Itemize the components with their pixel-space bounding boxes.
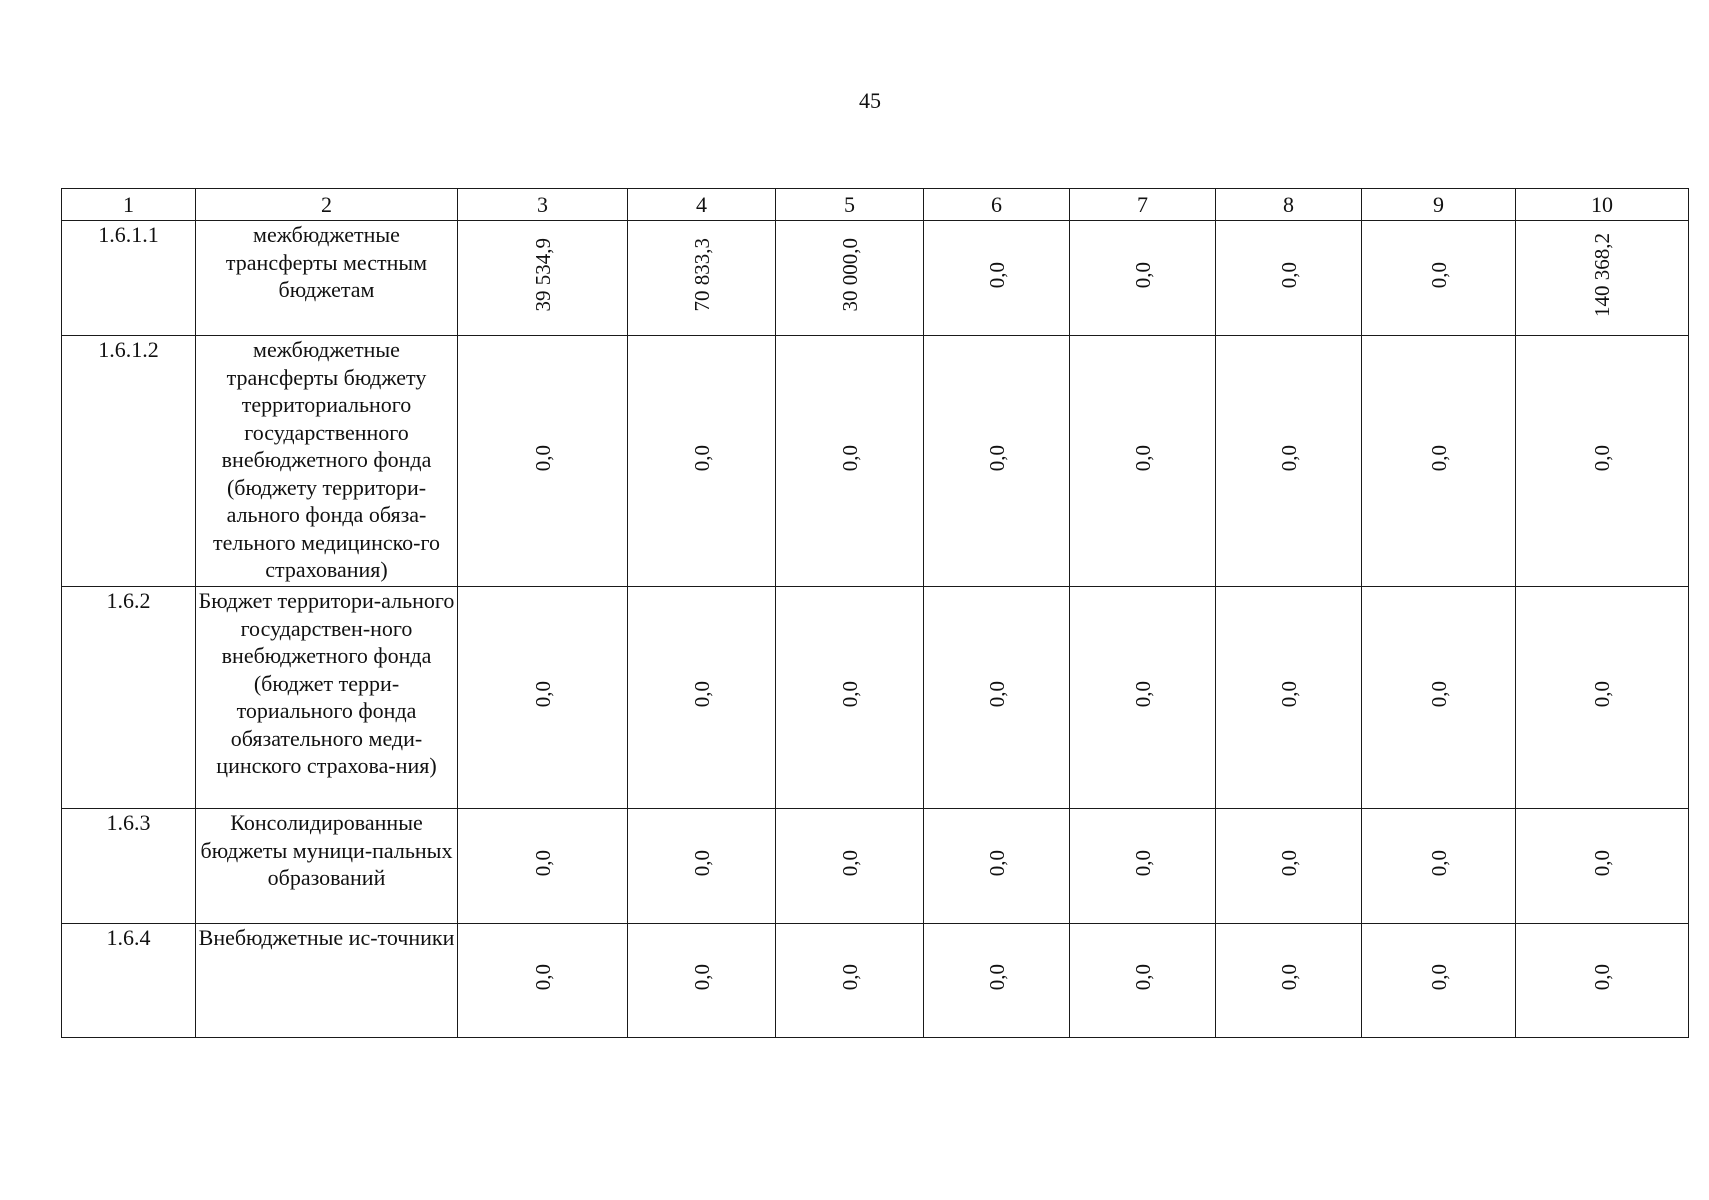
value-text: 0,0 [1276, 964, 1301, 991]
row-name: Внебюджетные ис-точники [196, 924, 458, 1038]
value-cell [458, 221, 628, 336]
row-code: 1.6.2 [62, 587, 196, 809]
value-cell [776, 221, 924, 336]
value-text: 0,0 [1130, 964, 1155, 991]
value-cell [1362, 221, 1516, 336]
value-text: 0,0 [689, 964, 714, 991]
value-text: 0,0 [1276, 681, 1301, 708]
row-code: 1.6.1.1 [62, 221, 196, 336]
value-text: 0,0 [689, 849, 714, 877]
value-text: 0,0 [1590, 964, 1614, 991]
value-text: 0,0 [837, 681, 862, 708]
value-cell [924, 924, 1070, 1038]
value-cell [458, 809, 628, 924]
value-cell [1216, 924, 1362, 1038]
value-text: 0,0 [837, 849, 862, 877]
value-text: 0,0 [530, 964, 555, 991]
value-cell [1516, 221, 1689, 336]
value-text: 0,0 [837, 964, 862, 991]
table-row [62, 924, 1689, 1038]
column-header: 3 [458, 189, 628, 221]
value-text: 0,0 [1130, 261, 1155, 289]
table-row [62, 221, 1689, 336]
column-header: 5 [776, 189, 924, 221]
value-text: 0,0 [1590, 849, 1614, 877]
value-text: 140 368,2 [1590, 233, 1614, 317]
value-text: 0,0 [1426, 681, 1451, 708]
row-name: межбюджетные трансферты местным бюджетам [196, 221, 458, 336]
row-code: 1.6.1.2 [62, 336, 196, 587]
column-header: 1 [62, 189, 196, 221]
value-text: 0,0 [1426, 964, 1451, 991]
value-cell [1362, 924, 1516, 1038]
column-header: 10 [1516, 189, 1689, 221]
table-row [62, 809, 1689, 924]
value-text: 0,0 [530, 444, 555, 472]
value-cell [1362, 336, 1516, 587]
table-row [62, 336, 1689, 587]
value-cell [1362, 809, 1516, 924]
value-cell [628, 336, 776, 587]
value-cell [924, 587, 1070, 809]
value-text: 0,0 [1590, 681, 1614, 708]
budget-table [61, 188, 1689, 1038]
value-text: 0,0 [1276, 849, 1301, 877]
value-text: 30 000,0 [837, 238, 862, 312]
value-text: 0,0 [984, 849, 1009, 877]
value-cell [924, 336, 1070, 587]
value-cell [458, 587, 628, 809]
value-cell [1516, 587, 1689, 809]
value-cell [1516, 809, 1689, 924]
value-text: 0,0 [837, 444, 862, 472]
value-text: 0,0 [689, 444, 714, 472]
value-cell [1216, 809, 1362, 924]
value-cell [776, 336, 924, 587]
value-text: 0,0 [1130, 681, 1155, 708]
value-cell [1070, 587, 1216, 809]
value-text: 0,0 [984, 261, 1009, 289]
value-cell [776, 587, 924, 809]
value-text: 0,0 [530, 681, 555, 708]
value-cell [628, 221, 776, 336]
column-header: 8 [1216, 189, 1362, 221]
value-text: 0,0 [1426, 261, 1451, 289]
column-header: 9 [1362, 189, 1516, 221]
value-cell [458, 924, 628, 1038]
column-header: 7 [1070, 189, 1216, 221]
row-name: межбюджетные трансферты бюджету территориального государственного внебюджетного фонда (бюджету территори-ального фонда обяза-тельного медицинско-го страхования) [196, 336, 458, 587]
value-cell [1216, 587, 1362, 809]
value-text: 0,0 [1130, 849, 1155, 877]
value-text: 0,0 [1426, 849, 1451, 877]
value-text: 0,0 [530, 849, 555, 877]
value-cell [776, 924, 924, 1038]
row-code: 1.6.4 [62, 924, 196, 1038]
row-name: Консолидированные бюджеты муници-пальных образований [196, 809, 458, 924]
table-row [62, 587, 1689, 809]
value-cell [1362, 587, 1516, 809]
value-cell [1216, 221, 1362, 336]
value-text: 39 534,9 [530, 238, 555, 312]
value-text: 0,0 [1590, 444, 1614, 472]
value-cell [924, 809, 1070, 924]
value-cell [628, 924, 776, 1038]
value-cell [1516, 924, 1689, 1038]
column-header: 6 [924, 189, 1070, 221]
value-cell [924, 221, 1070, 336]
value-cell [1070, 221, 1216, 336]
page-number: 45 [859, 88, 881, 113]
column-header: 4 [628, 189, 776, 221]
value-text: 0,0 [1276, 261, 1301, 289]
value-cell [1070, 924, 1216, 1038]
value-cell [776, 809, 924, 924]
row-code: 1.6.3 [62, 809, 196, 924]
value-cell [1516, 336, 1689, 587]
value-cell [1070, 336, 1216, 587]
value-cell [628, 809, 776, 924]
value-text: 0,0 [1130, 444, 1155, 472]
value-text: 0,0 [689, 681, 714, 708]
value-cell [1070, 809, 1216, 924]
value-text: 0,0 [1276, 444, 1301, 472]
value-text: 0,0 [984, 681, 1009, 708]
value-text: 0,0 [984, 444, 1009, 472]
value-text: 0,0 [984, 964, 1009, 991]
value-cell [628, 587, 776, 809]
column-number-row [62, 189, 1689, 221]
value-cell [458, 336, 628, 587]
value-text: 70 833,3 [689, 238, 714, 312]
row-name: Бюджет территори-ального государствен-ного внебюджетного фонда (бюджет терри-ториального фонда обязательного меди-цинского страхова-ния) [196, 587, 458, 809]
column-header: 2 [196, 189, 458, 221]
value-text: 0,0 [1426, 444, 1451, 472]
value-cell [1216, 336, 1362, 587]
